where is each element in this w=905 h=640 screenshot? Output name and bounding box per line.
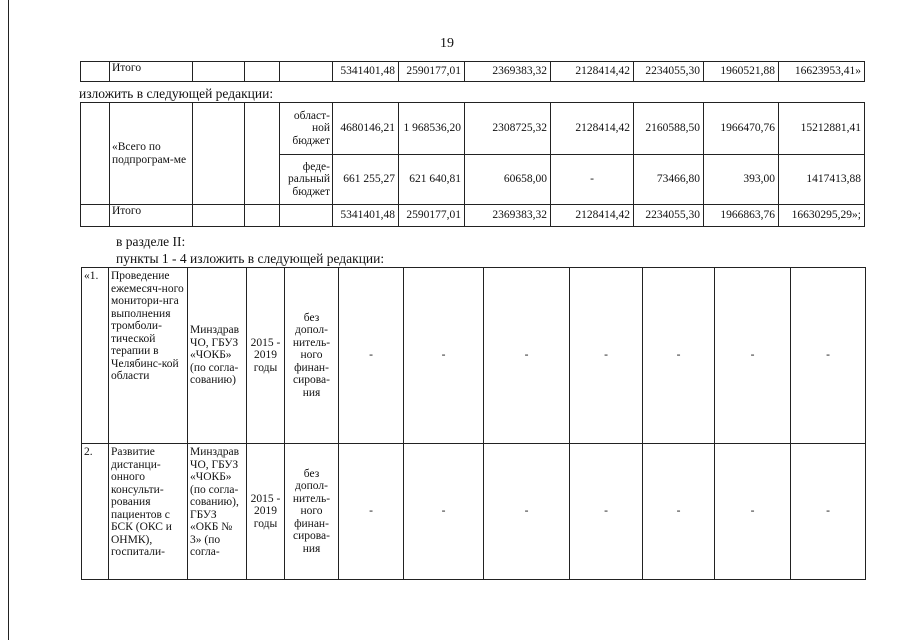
value-cell: 2128414,42 <box>551 103 634 155</box>
item-number: «1. <box>82 268 109 444</box>
table-row <box>82 444 866 580</box>
item-financing: без допол-нитель-ного финан-сирова-ния <box>285 268 339 444</box>
value-cell: 1 968536,20 <box>399 103 465 155</box>
value-cell: 2308725,32 <box>465 103 551 155</box>
page-number: 19 <box>440 36 454 51</box>
value-cell: - <box>404 444 484 580</box>
value-cell: 2234055,30 <box>634 205 704 227</box>
item-financing: без допол-нитель-ного финан-сирова-ния <box>285 444 339 580</box>
value-cell: - <box>791 444 866 580</box>
summary-table-new <box>80 102 865 227</box>
item-period: 2015 - 2019 годы <box>247 268 285 444</box>
value-cell: 5341401,48 <box>333 205 399 227</box>
total-label: Итого <box>110 62 193 82</box>
source-label: област-ной бюджет <box>280 103 333 155</box>
table-row <box>81 62 865 82</box>
value-cell: - <box>791 268 866 444</box>
value-cell: 1960521,88 <box>704 62 779 82</box>
value-cell: 621 640,81 <box>399 155 465 205</box>
value-cell: 2234055,30 <box>634 62 704 82</box>
item-executor: Минздрав ЧО, ГБУЗ «ЧОКБ» (по согла-сованию), ГБУЗ «ОКБ № 3» (по согла- <box>188 444 247 580</box>
value-cell: 16623953,41» <box>779 62 865 82</box>
value-cell: 2128414,42 <box>551 62 634 82</box>
value-cell: 2369383,32 <box>465 205 551 227</box>
value-cell: 4680146,21 <box>333 103 399 155</box>
value-cell: 2160588,50 <box>634 103 704 155</box>
value-cell: - <box>339 444 404 580</box>
item-name: Развитие дистанци-онного консульти-рования пациентов с БСК (ОКС и ОНМК), госпитали- <box>109 444 188 580</box>
value-cell: 73466,80 <box>634 155 704 205</box>
table-row <box>81 103 865 155</box>
value-cell: 2590177,01 <box>399 62 465 82</box>
value-cell: 5341401,48 <box>333 62 399 82</box>
summary-table-old <box>80 61 865 82</box>
page-edge-line <box>8 0 9 640</box>
value-cell: - <box>643 268 715 444</box>
value-cell: - <box>404 268 484 444</box>
activities-table <box>81 267 866 580</box>
item-number: 2. <box>82 444 109 580</box>
value-cell: - <box>484 268 570 444</box>
instruction-text: пункты 1 - 4 изложить в следующей редакции: <box>116 251 385 266</box>
value-cell: - <box>715 268 791 444</box>
value-cell: 2590177,01 <box>399 205 465 227</box>
table-row <box>81 205 865 227</box>
value-cell: 1966863,76 <box>704 205 779 227</box>
value-cell: 1966470,76 <box>704 103 779 155</box>
value-cell: - <box>484 444 570 580</box>
instruction-text: изложить в следующей редакции: <box>79 86 274 101</box>
value-cell: - <box>643 444 715 580</box>
table-row <box>82 268 866 444</box>
value-cell: 15212881,41 <box>779 103 865 155</box>
instruction-text: в разделе II: <box>116 234 186 249</box>
item-executor: Минздрав ЧО, ГБУЗ «ЧОКБ» (по согла-сованию) <box>188 268 247 444</box>
value-cell: 2128414,42 <box>551 205 634 227</box>
value-cell: - <box>570 444 643 580</box>
group-label: «Всего по подпрограм-ме <box>110 103 193 205</box>
item-name: Проведение ежемесяч-ного монитори-нга выполнения тромболи-тической терапии в Челябинс-кой области <box>109 268 188 444</box>
value-cell: 60658,00 <box>465 155 551 205</box>
value-cell: 2369383,32 <box>465 62 551 82</box>
value-cell: 661 255,27 <box>333 155 399 205</box>
value-cell: - <box>551 155 634 205</box>
value-cell: 1417413,88 <box>779 155 865 205</box>
value-cell: - <box>570 268 643 444</box>
value-cell: - <box>715 444 791 580</box>
value-cell: 16630295,29»; <box>779 205 865 227</box>
item-period: 2015 - 2019 годы <box>247 444 285 580</box>
value-cell: - <box>339 268 404 444</box>
value-cell: 393,00 <box>704 155 779 205</box>
total-label: Итого <box>110 205 193 227</box>
source-label: феде-ральный бюджет <box>280 155 333 205</box>
